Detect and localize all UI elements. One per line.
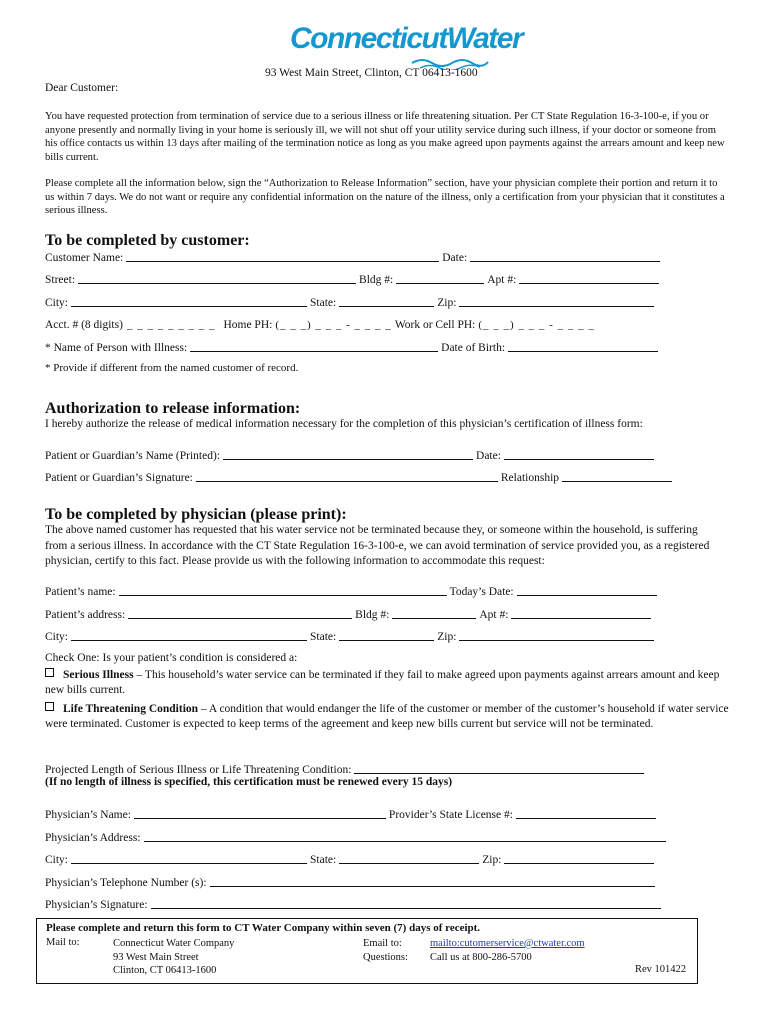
patient-zip-field[interactable] [459,628,654,641]
home-phone-label: Home PH: [223,319,273,331]
work-phone-label: Work or Cell PH: [394,319,476,331]
license-label: Provider’s State License #: [388,809,513,821]
life-threatening-title: Life Threatening Condition [63,703,199,715]
serious-illness-checkbox[interactable] [45,668,54,677]
guardian-name-field[interactable] [223,447,473,460]
renewal-note: (If no length of illness is specified, this certification must be renewed every 15 days) [45,776,453,788]
home-phone-field[interactable]: (_ _ _) _ _ _ - _ _ _ _ [275,319,392,331]
mail-to-label: Mail to: [46,937,80,948]
phone-number: Call us at 800-286-5700 [430,951,532,963]
authorization-heading: Authorization to release information: [45,400,301,417]
option-life-threatening [45,702,735,732]
salutation: Dear Customer: [45,82,119,94]
physician-address-label: Physician’s Address: [45,832,141,844]
company-city: Clinton, CT 06413-1600 [113,965,217,976]
patient-address-label: Patient’s address: [45,609,126,621]
signature-label: Physician’s Signature: [45,899,148,911]
projected-length-row [45,760,685,776]
customer-name-field[interactable] [126,249,439,262]
footer-box [36,918,698,984]
life-threatening-text: – A condition that would endanger the life of the customer or member of the customer’s household if water service were terminated. Customer is expected to keep terms of the agreement and keep new bills current but service will not be terminated. [45,703,729,730]
projected-length-label: Projected Length of Serious Illness or Life Threatening Condition: [45,764,352,776]
projected-length-field[interactable] [354,761,644,774]
work-phone-field[interactable]: (_ _ _) _ _ _ - _ _ _ _ [478,319,595,331]
mail-address [113,937,234,978]
patient-state-label: State: [310,631,337,643]
dob-field[interactable] [508,339,658,352]
city-label: City: [45,297,69,309]
questions-label: Questions: [363,951,408,963]
account-label: Acct. # (8 digits) [45,319,123,331]
zip-field[interactable] [459,294,654,307]
patient-apt-field[interactable] [511,606,651,619]
auth-date-label: Date: [476,450,501,462]
patient-bldg-field[interactable] [392,606,476,619]
telephone-field[interactable] [210,874,655,887]
street-label: Street: [45,274,76,286]
account-row [45,315,685,331]
guardian-signature-field[interactable] [196,469,498,482]
apt-label: Apt #: [487,274,517,286]
life-threatening-checkbox[interactable] [45,702,54,711]
auth-date-field[interactable] [504,447,654,460]
physician-text: The above named customer has requested that his water service not be terminated because they, or someone within the household, is suffering from a serious illness. In accordance with the CT State Regulation 16-3-100-e, we can avoid termination of service provided you, as a registered physician, certify to this fact. Please provide us with the following information to accommodate this request: [45,524,710,567]
physician-state-label: State: [310,854,337,866]
email-label: Email to: [363,938,402,949]
guardian-name-label: Patient or Guardian’s Name (Printed): [45,450,221,462]
company-street: 93 West Main Street [113,951,199,963]
physician-name-field[interactable] [134,806,386,819]
physician-city-field[interactable] [71,851,307,864]
patient-city-row [45,627,685,643]
license-field[interactable] [516,806,656,819]
city-field[interactable] [71,294,307,307]
check-one-label: Check One: Is your patient’s condition is considered a: [45,652,298,664]
patient-city-label: City: [45,631,69,643]
bldg-label: Bldg #: [359,274,394,286]
patient-city-field[interactable] [71,628,307,641]
bldg-field[interactable] [396,271,484,284]
patient-name-label: Patient’s name: [45,586,116,598]
intro-paragraph: You have requested protection from termination of service due to a serious illness or life threatening situation. Per CT State Regulation 16-3-100-e, if you or anyone presently and normally living in your home is seriously ill, we will not shut off your utility service during such illness, if your doctor or someone from his office contacts us within 13 days after mailing of the termination notice as long as you make agreed upon payments against the arrears amount and keep new bills current. [45,111,725,163]
street-field[interactable] [78,271,356,284]
serious-illness-title: Serious Illness [63,669,134,681]
patient-address-field[interactable] [128,606,352,619]
customer-name-row [45,248,685,264]
telephone-row [45,873,685,889]
physician-name-label: Physician’s Name: [45,809,131,821]
date-label: Date: [442,252,468,264]
company-name: Connecticut Water Company [113,938,235,949]
relationship-field[interactable] [562,469,672,482]
relationship-label: Relationship [500,472,560,484]
customer-name-label: Customer Name: [45,252,124,264]
physician-city-label: City: [45,854,69,866]
patient-bldg-label: Bldg #: [355,609,390,621]
footnote: * Provide if different from the named customer of record. [45,362,299,374]
signature-field[interactable] [151,896,661,909]
email-link[interactable]: mailto:cutomerservice@ctwater.com [430,938,585,949]
instructions-paragraph: Please complete all the information below, sign the “Authorization to Release Information” section, have your physician complete their portion and return it to us within 7 days. We do not want or require any confidential information on the nature of the illness, only a certification from your physician that it constitutes a serious illness. [45,178,725,217]
contact-values [430,937,585,964]
company-address: 93 West Main Street, Clinton, CT 06413-1600 [265,67,478,79]
serious-illness-text: – This household’s water service can be terminated if they fail to make agreed upon payments against arrears amount and keep new bills current. [45,669,720,696]
ill-person-row [45,338,685,354]
revision: Rev 101422 [635,964,687,975]
footer-title: Please complete and return this form to CT Water Company within seven (7) days of receipt. [46,922,481,934]
zip-label: Zip: [437,297,457,309]
patient-apt-label: Apt #: [479,609,509,621]
patient-state-field[interactable] [339,628,434,641]
ill-person-field[interactable] [190,339,438,352]
account-field[interactable]: _ _ _ _ _ _ _ _ _ [126,319,216,331]
state-field[interactable] [339,294,434,307]
physician-name-row [45,805,685,821]
company-logo [290,22,523,68]
authorization-text: I hereby authorize the release of medical information necessary for the completion of this physician’s certification of illness form: [45,418,643,430]
ill-person-label: * Name of Person with Illness: [45,342,188,354]
physician-city-row [45,850,685,866]
todays-date-label: Today’s Date: [449,586,514,598]
physician-state-field[interactable] [339,851,479,864]
state-label: State: [310,297,337,309]
physician-address-field[interactable] [144,829,666,842]
signature-row [45,895,685,911]
street-row [45,270,685,286]
contact-labels [363,937,408,964]
patient-address-row [45,605,685,621]
telephone-label: Physician’s Telephone Number (s): [45,877,207,889]
apt-field[interactable] [519,271,659,284]
dob-label: Date of Birth: [441,342,506,354]
guardian-signature-row [45,468,685,484]
physician-heading: To be completed by physician (please print): [45,506,347,523]
patient-name-field[interactable] [119,583,447,596]
patient-zip-label: Zip: [437,631,457,643]
guardian-name-row [45,446,685,462]
customer-section-heading: To be completed by customer: [45,232,250,249]
physician-zip-label: Zip: [482,854,502,866]
option-serious-illness [45,668,735,698]
city-row [45,293,685,309]
physician-address-row [45,828,685,844]
todays-date-field[interactable] [517,583,657,596]
logo-text: ConnecticutWater [290,22,523,55]
patient-name-row [45,582,685,598]
date-field[interactable] [470,249,660,262]
guardian-signature-label: Patient or Guardian’s Signature: [45,472,193,484]
physician-zip-field[interactable] [504,851,654,864]
